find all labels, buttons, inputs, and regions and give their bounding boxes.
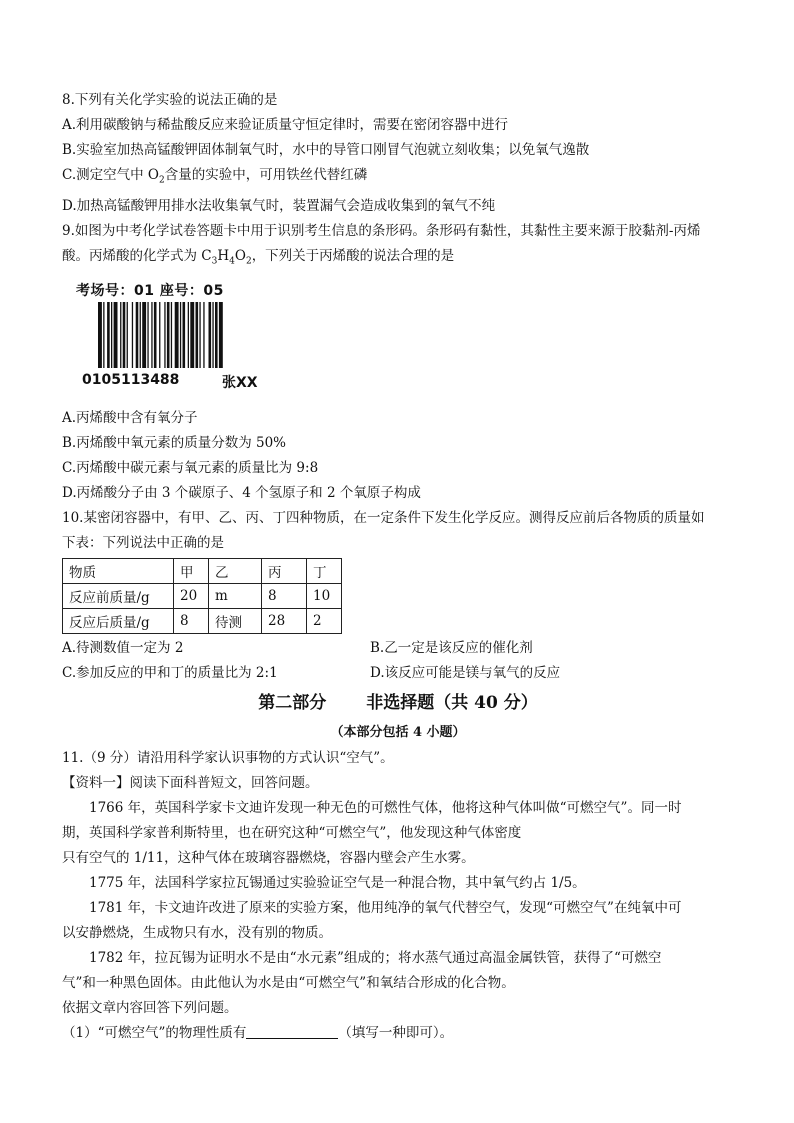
q11-material-label: 【资料一】阅读下面科普短文，回答问题。 [62,775,319,792]
q11-paragraph-3: 1781 年，卡文迪许改进了原来的实验方案，他用纯净的氧气代替空气，发现“可燃空气”在纯氧中可 [89,900,682,917]
barcode-bar [154,302,157,368]
q9-option-a: A.丙烯酸中含有氧分子 [62,410,198,427]
table-cell: 反应前质量/g [63,584,174,609]
table-cell: 8 [174,609,209,634]
barcode-bar [111,302,112,368]
table-header-row [63,559,342,584]
barcode-bars [98,302,258,368]
barcode-bar [136,302,139,368]
table-cell: 8 [262,584,307,609]
q11-paragraph-1: 1766 年，英国科学家卡文迪许发现一种无色的可燃性气体，他将这种气体叫做“可燃空气”。同一时 [89,800,682,817]
table-cell: 20 [174,584,209,609]
barcode-bar [209,302,212,368]
q10-option-d: D.该反应可能是镁与氧气的反应 [370,665,561,682]
barcode-bar [127,302,128,368]
barcode-bar [167,302,170,368]
barcode-bar [164,302,165,368]
barcode-bar [159,302,160,368]
q10-options-row2 [62,661,734,686]
barcode-bar [183,302,186,368]
barcode-bar [142,302,146,368]
q11-paragraph-4-cont: 气”和一种黑色固体。由此他认为水是由“可燃空气”和氧结合形成的化合物。 [62,975,515,992]
part2-title-right: 非选择题（共 40 分） [366,693,538,714]
barcode-bar [212,302,213,368]
barcode-bar [219,302,223,368]
table-cell: 2 [307,609,342,634]
formula-sub: 4 [229,256,235,267]
q10-stem-line2: 下表：下列说法中正确的是 [62,535,224,552]
table-header-cell: 乙 [209,559,262,584]
table-row [63,584,342,609]
barcode-bar [215,302,218,368]
barcode-bar [196,302,199,368]
q11-paragraph-1-end: 只有空气的 1/11，这种气体在玻璃容器燃烧，容器内壁会产生水雾。 [62,850,475,867]
part2-subtitle: （本部分包括 4 小题） [330,725,466,741]
q11-sub1-text-end: （填写一种即可）。 [338,1025,454,1042]
table-header-cell: 丁 [307,559,342,584]
answer-blank[interactable] [246,1024,338,1039]
barcode-bar [203,302,204,368]
table-cell: 反应后质量/g [63,609,174,634]
barcode-exam-info: 考场号：01 座号：05 [76,283,224,300]
barcode-bar [107,302,110,368]
formula-element: O [234,247,246,264]
barcode-figure [76,280,276,400]
q8-option-d: D.加热高锰酸钾用排水法收集氧气时，装置漏气会造成收集到的氧气不纯 [62,197,496,214]
q10-option-c: C.参加反应的甲和丁的质量比为 2:1 [62,665,278,682]
table-header-cell: 物质 [63,559,174,584]
table-cell: 待测 [209,609,262,634]
exam-page [62,88,734,1046]
q8-option-c [62,163,734,194]
q9-option-d: D.丙烯酸分子由 3 个碳原子、4 个氢原子和 2 个氧原子构成 [62,485,421,502]
q11-paragraph-1-cont: 期，英国科学家普利斯特里，也在研究这种“可燃空气”，他发现这种气体密度 [62,825,522,842]
barcode-bar [120,302,121,368]
q10-option-b: B.乙一定是该反应的催化剂 [370,640,533,657]
o2-subscript: 2 [159,175,165,186]
barcode-bar [190,302,194,368]
formula-sub: 2 [245,256,252,267]
q10-options-row1 [62,636,734,661]
barcode-bar [140,302,141,368]
barcode-bar [180,302,181,368]
formula-element: H [217,247,230,264]
q8-stem: 8.下列有关化学实验的说法正确的是 [62,92,278,108]
q9-option-c: C.丙烯酸中碳元素与氧元素的质量比为 9:8 [62,460,319,477]
formula-sub: 3 [211,256,218,267]
barcode-bar [151,302,152,368]
q11-subquestion-1 [62,1021,734,1046]
q9-stem-text: 酸。丙烯酸的化学式为 C [62,247,212,264]
table-cell: 10 [307,584,342,609]
barcode-bar [114,302,118,368]
barcode-bar [103,302,104,368]
barcode-bar [132,302,133,368]
table-cell: m [209,584,262,609]
table-row [63,609,342,634]
barcode-bar [188,302,189,368]
barcode-bar [123,302,126,368]
q11-paragraph-3-cont: 以安静燃烧，生成物只有水，没有别的物质。 [62,925,332,942]
q10-stem-line1: 10.某密闭容器中，有甲、乙、丙、丁四种物质，在一定条件下发生化学反应。测得反应前后各物质的质量如 [62,510,705,527]
part2-title [62,686,734,720]
q9-stem-text-end: ，下列关于丙烯酸的说法合理的是 [251,247,455,264]
barcode-bar [175,302,179,368]
q8-option-b: B.实验室加热高锰酸钾固体制氧气时，水中的导管口刚冒气泡就立刻收集；以免氧气逸散 [62,142,590,158]
q11-paragraph-4: 1782 年，拉瓦锡为证明水不是由“水元素”组成的；将水蒸气通过高温金属铁管，获得了“可燃空 [89,950,662,967]
barcode-name: 张XX [222,375,258,392]
q9-option-b: B.丙烯酸中氧元素的质量分数为 50% [62,435,287,452]
q11-sub1-text: （1）“可燃空气”的物理性质有 [62,1025,247,1042]
table-header-cell: 甲 [174,559,209,584]
barcode-bar [199,302,200,368]
barcode-bar [171,302,172,368]
table-cell: 28 [262,609,307,634]
barcode-number: 0105113488 [82,372,180,389]
q8-option-c-text: C.测定空气中 O [62,167,159,183]
q11-paragraph-2: 1775 年，法国科学家拉瓦锡通过实验验证空气是一种混合物，其中氧气约占 1/5。 [89,875,586,892]
table-header-cell: 丙 [262,559,307,584]
barcode-caption [82,372,282,392]
q9-stem-line2 [62,244,734,275]
q11-prompt: 依据文章内容回答下列问题。 [62,1000,238,1017]
q9-stem-line1: 9.如图为中考化学试卷答题卡中用于识别考生信息的条形码。条形码有黏性，其黏性主要来源于胶黏剂-丙烯 [62,222,701,239]
part2-title-left: 第二部分 [258,693,327,714]
q11-stem: 11.（9 分）请沿用科学家认识事物的方式认识“空气”。 [62,750,394,767]
barcode-bar [98,302,102,368]
q8-option-c-text-end: 含量的实验中，可用铁丝代替红磷 [164,167,368,183]
mass-table [62,558,342,634]
barcode-bar [147,302,148,368]
q8-option-a: A.利用碳酸钠与稀盐酸反应来验证质量守恒定律时，需要在密闭容器中进行 [62,117,509,133]
q10-option-a: A.待测数值一定为 2 [62,640,184,657]
